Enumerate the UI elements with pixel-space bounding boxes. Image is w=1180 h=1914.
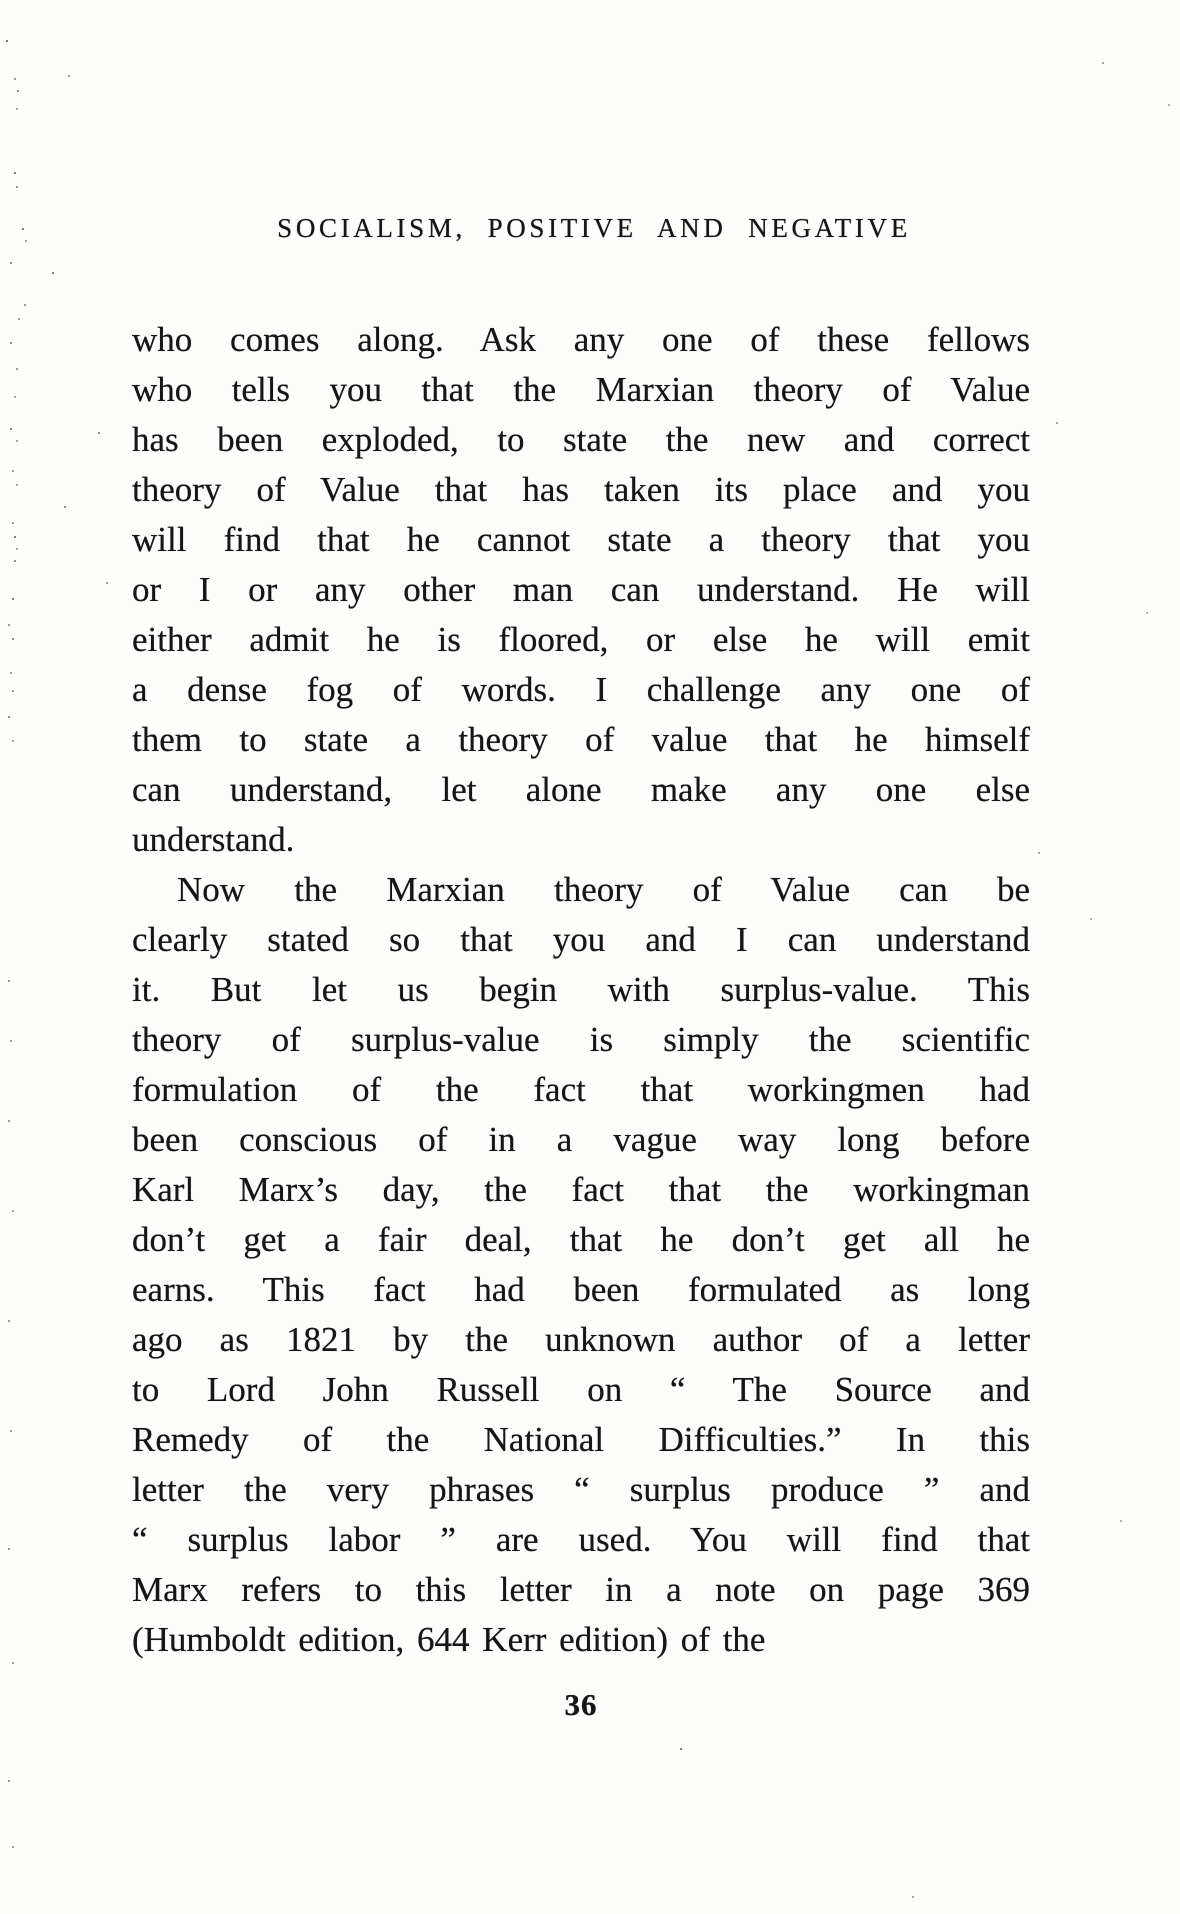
scan-noise <box>0 0 2 2</box>
text-line: Remedy of the National Difficulties.” In this <box>132 1420 1030 1459</box>
text-line: or I or any other man can understand. He will <box>132 570 1030 609</box>
text-line: Karl Marx’s day, the fact that the workingman <box>132 1170 1030 1209</box>
text-line: to Lord John Russell on “ The Source and <box>132 1370 1030 1409</box>
text-line: earns. This fact had been formulated as long <box>132 1270 1030 1309</box>
text-line: either admit he is floored, or else he will emit <box>132 620 1030 659</box>
text-line: letter the very phrases “ surplus produce ” and <box>132 1470 1030 1509</box>
text-line: them to state a theory of value that he himself <box>132 720 1030 759</box>
text-line: a dense fog of words. I challenge any one of <box>132 670 1030 709</box>
text-line: who comes along. Ask any one of these fellows <box>132 320 1030 359</box>
running-header: SOCIALISM, POSITIVE AND NEGATIVE <box>277 213 911 243</box>
text-line: will find that he cannot state a theory that you <box>132 520 1030 559</box>
text-line: clearly stated so that you and I can understand <box>132 920 1030 959</box>
text-line: can understand, let alone make any one else <box>132 770 1030 809</box>
text-line: “ surplus labor ” are used. You will find that <box>132 1520 1030 1559</box>
text-line: has been exploded, to state the new and correct <box>132 420 1030 459</box>
text-line: Now the Marxian theory of Value can be <box>177 870 1030 909</box>
text-line: understand. <box>132 820 295 859</box>
text-line: who tells you that the Marxian theory of Value <box>132 370 1030 409</box>
text-line: formulation of the fact that workingmen had <box>132 1070 1030 1109</box>
text-line: been conscious of in a vague way long before <box>132 1120 1030 1159</box>
page-number: 36 <box>564 1687 598 1722</box>
text-line: (Humboldt edition, 644 Kerr edition) of the <box>132 1620 766 1659</box>
text-block <box>132 315 1030 1665</box>
text-line: ago as 1821 by the unknown author of a letter <box>132 1320 1030 1359</box>
text-line: theory of surplus-value is simply the scientific <box>132 1020 1030 1059</box>
text-line: it. But let us begin with surplus-value. This <box>132 970 1030 1009</box>
text-line: don’t get a fair deal, that he don’t get all he <box>132 1220 1030 1259</box>
text-line: theory of Value that has taken its place and you <box>132 470 1030 509</box>
text-line: Marx refers to this letter in a note on page 369 <box>132 1570 1030 1609</box>
